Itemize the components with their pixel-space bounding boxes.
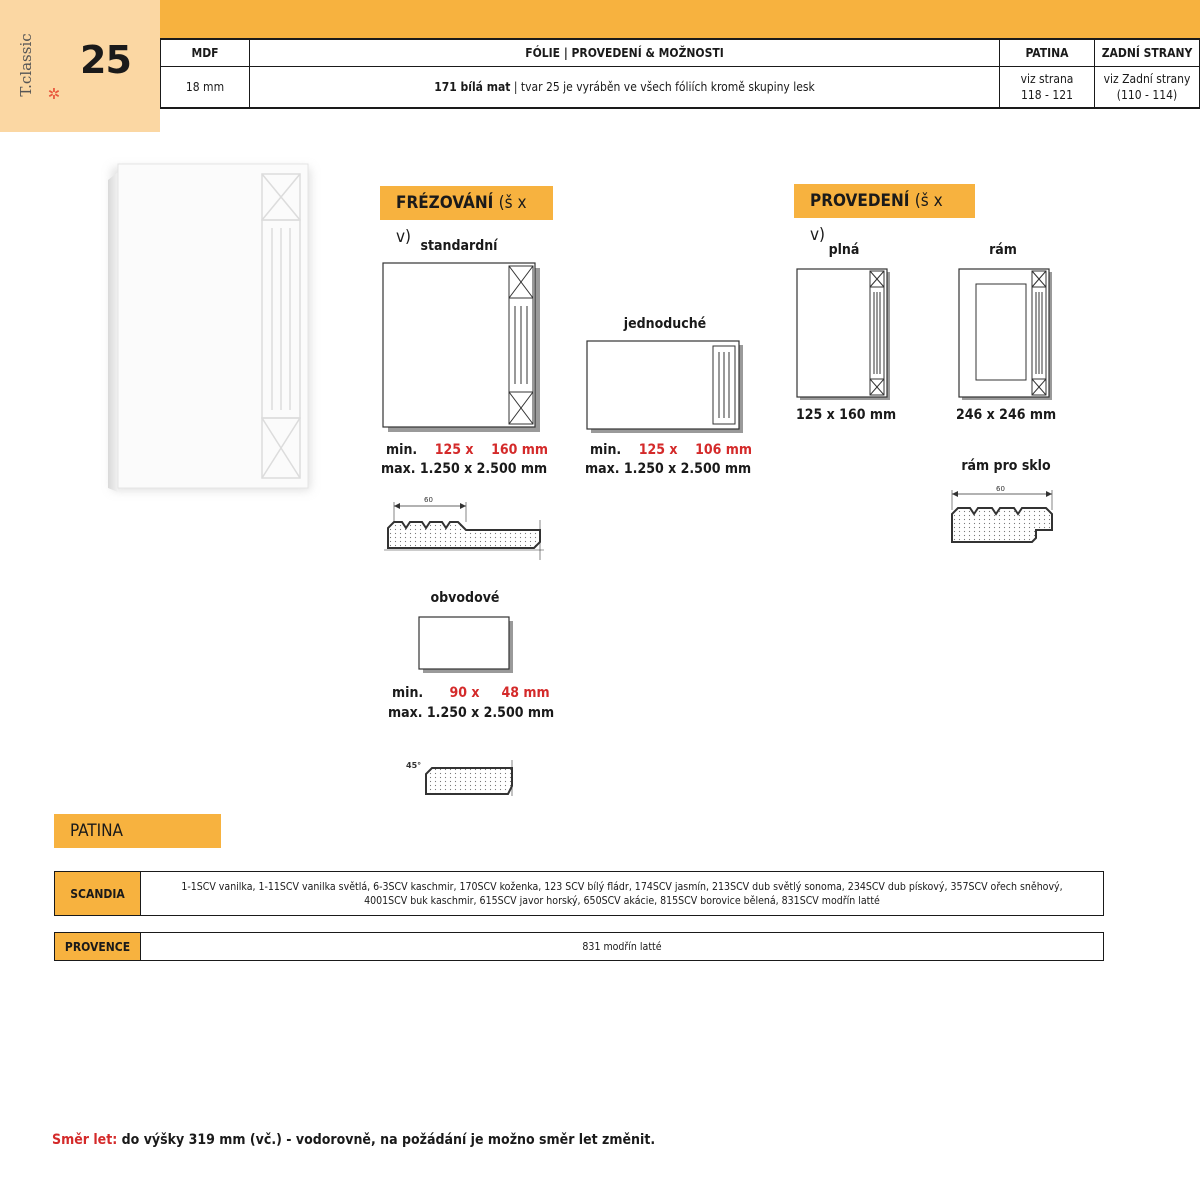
standardni-profile <box>384 492 546 562</box>
footer-label: Směr let: <box>52 1132 118 1148</box>
jednoduche-diagram <box>586 340 746 436</box>
jednoduche-dims <box>590 441 752 460</box>
obvodove-profile <box>404 756 520 800</box>
ram-dims: 246 x 246 mm <box>956 407 1057 423</box>
brand-mark-icon: ✲ <box>47 84 61 102</box>
obvodove-profile-angle: 45° <box>406 761 422 770</box>
cell-patina <box>1000 67 1095 109</box>
patina-row-scandia <box>54 871 1104 916</box>
header-folie: FÓLIE | PROVEDENÍ & MOŽNOSTI <box>250 39 1000 67</box>
cell-folie <box>250 67 1000 109</box>
standardni-label: standardní <box>420 238 498 254</box>
standardni-max: max. 1.250 x 2.500 mm <box>381 461 548 477</box>
obvodove-min-w: 90 x <box>449 685 480 701</box>
patina-heading: PATINA <box>54 814 221 848</box>
patina-key-provence: PROVENCE <box>55 933 141 960</box>
patina-row-provence <box>54 932 1104 961</box>
standardni-min-label: min. <box>386 442 418 458</box>
footer-note <box>52 1132 655 1148</box>
obvodove-diagram <box>418 616 518 676</box>
ram-sklo-profile-dim: 60 <box>996 485 1005 493</box>
standardni-min-h: 160 mm <box>491 442 548 458</box>
ram-sklo-label: rám pro sklo <box>961 458 1051 474</box>
jednoduche-min-h: 106 mm <box>695 442 752 458</box>
plna-dims: 125 x 160 mm <box>796 407 897 423</box>
spec-table <box>160 38 1200 109</box>
obvodove-min-h: 48 mm <box>501 685 550 701</box>
standardni-min-w: 125 x <box>434 442 474 458</box>
patina-key-scandia: SCANDIA <box>55 872 141 915</box>
patina-line1: viz strana <box>1020 72 1074 86</box>
frezovani-sub: (š x v) <box>396 193 527 247</box>
zadni-line1: viz Zadní strany <box>1103 72 1191 86</box>
folie-bold: 171 bílá mat <box>434 80 511 94</box>
cell-mdf: 18 mm <box>161 67 250 109</box>
standardni-diagram <box>382 262 542 432</box>
page-number: 25 <box>80 38 131 82</box>
patina-val-scandia <box>141 872 1103 915</box>
jednoduche-max: max. 1.250 x 2.500 mm <box>585 461 752 477</box>
provedeni-title: PROVEDENÍ <box>810 191 910 211</box>
patina-line2: 118 - 121 <box>1021 88 1073 102</box>
header-bar <box>160 0 1200 38</box>
ram-sklo-profile <box>948 482 1058 548</box>
plna-diagram <box>796 268 890 400</box>
frezovani-title: FRÉZOVÁNÍ <box>396 193 494 213</box>
obvodove-label: obvodové <box>430 590 500 606</box>
zadni-line2: (110 - 114) <box>1116 88 1178 102</box>
jednoduche-min-w: 125 x <box>638 442 678 458</box>
header-zadni: ZADNÍ STRANY <box>1095 39 1200 67</box>
obvodove-dims <box>392 684 550 703</box>
plna-label: plná <box>828 242 860 258</box>
header-patina: PATINA <box>1000 39 1095 67</box>
brand-logo <box>14 28 61 106</box>
obvodove-min-label: min. <box>392 685 424 701</box>
provedeni-heading <box>794 184 975 245</box>
brand-name: T.classic <box>17 33 35 97</box>
folie-rest: | tvar 25 je vyráběn ve všech fóliích kromě skupiny lesk <box>510 80 815 94</box>
header-mdf: MDF <box>161 39 250 67</box>
standardni-dims <box>386 441 548 460</box>
jednoduche-label: jednoduché <box>623 316 707 332</box>
standardni-profile-dim: 60 <box>424 496 433 504</box>
obvodove-max: max. 1.250 x 2.500 mm <box>388 705 555 721</box>
scandia-line1: 1-1SCV vanilka, 1-11SCV vanilka světlá, 6-3SCV kaschmir, 170SCV koženka, 123 SCV bílý fládr, 174SCV jasmín, 213SCV dub světlý sonoma, 234SCV dub pískový, 357SCV ořech sněhový, <box>181 880 1063 893</box>
ram-label: rám <box>989 242 1017 258</box>
jednoduche-min-label: min. <box>590 442 622 458</box>
scandia-line2: 4001SCV buk kaschmir, 615SCV javor horský, 650SCV akácie, 815SCV borovice bělená, 831SCV modřín latté <box>364 894 880 907</box>
ram-diagram <box>958 268 1052 400</box>
provedeni-sub: (š x v) <box>810 191 943 245</box>
patina-val-provence: 831 modřín latté <box>582 940 662 953</box>
footer-text: do výšky 319 mm (vč.) - vodorovně, na požádání je možno směr let změnit. <box>117 1132 656 1148</box>
cell-zadni <box>1095 67 1200 109</box>
product-door-image <box>100 160 320 500</box>
